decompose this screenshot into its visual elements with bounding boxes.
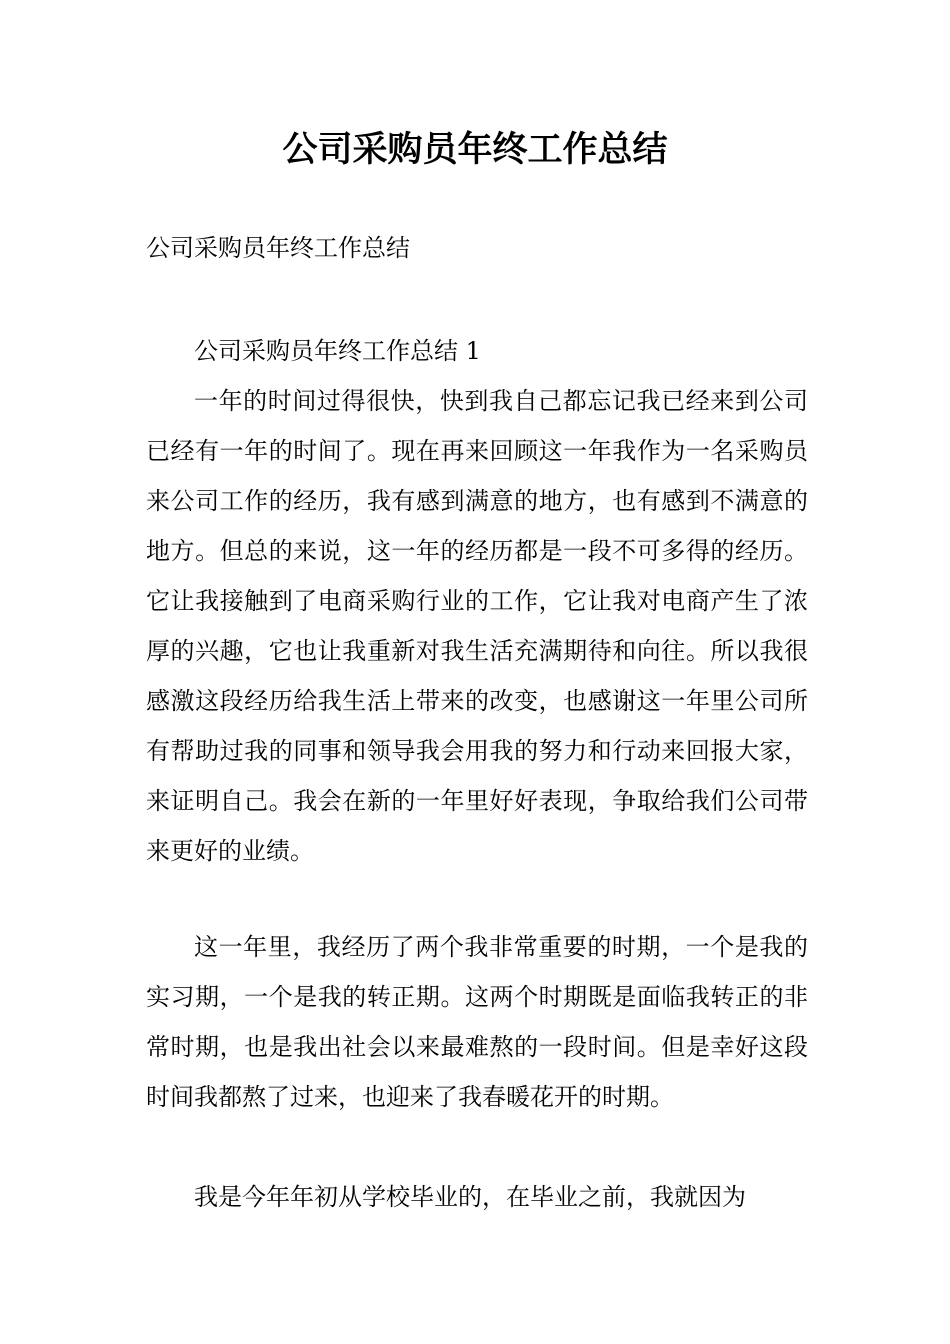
section-heading: 公司采购员年终工作总结 1 [194, 337, 481, 365]
paragraph-2: 这一年里，我经历了两个我非常重要的时期，一个是我的实习期，一个是我的转正期。这两个时期既是面临我转正的非常时期，也是我出社会以来最难熬的一段时间。但是幸好这段时间我都熬了过来，也迎来了我春暖花开的时期。 [146, 933, 808, 1111]
document-title: 公司采购员年终工作总结 [282, 130, 668, 170]
document-subtitle: 公司采购员年终工作总结 [146, 234, 410, 262]
paragraph-1: 一年的时间过得很快，快到我自己都忘记我已经来到公司已经有一年的时间了。现在再来回顾这一年我作为一名采购员来公司工作的经历，我有感到满意的地方，也有感到不满意的地方。但总的来说，这一年的经历都是一段不可多得的经历。它让我接触到了电商采购行业的工作，它让我对电商产生了浓厚的兴趣，它也让我重新对我生活充满期待和向往。所以我很感激这段经历给我生活上带来的改变，也感谢这一年里公司所有帮助过我的同事和领导我会用我的努力和行动来回报大家，来证明自己。我会在新的一年里好好表现，争取给我们公司带来更好的业绩。 [146, 387, 808, 865]
paragraph-3: 我是今年年初从学校毕业的，在毕业之前，我就因为 [194, 1183, 746, 1211]
